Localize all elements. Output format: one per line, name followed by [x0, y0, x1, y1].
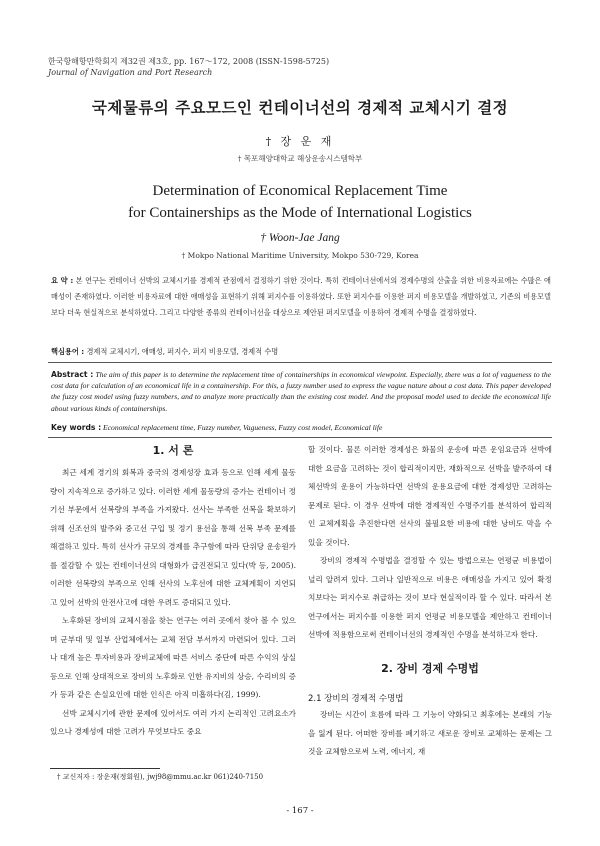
corresponding-author-footnote: † 교신저자 : 장운재(정회원), jwj98@mmu.ac.kr 061)240-7150 — [57, 773, 264, 781]
keywords-korean-label: 핵심용어 : — [51, 347, 85, 356]
keywords-korean-text: 경제적 교체시기, 애매성, 퍼지수, 퍼지 비용모델, 경제적 수명 — [86, 347, 279, 356]
abstract-korean-label: 요 약 : — [51, 276, 74, 285]
right-column — [308, 441, 552, 645]
author-english: † Woon-Jae Jang — [260, 232, 340, 244]
left-column — [50, 464, 296, 742]
abstract-english — [51, 369, 551, 414]
abstract-english-text: The aim of this paper is to determine the replacement time of containerships in economical viewpoint. Especially, there was a lot of vagueness to the cost data for calculation of an economical life in a containership. For this, a fuzzy number used to express the vague nature about a cost data. This paper developed the fuzzy cost model using fuzzy numbers, and to analyze more practically than the existing cost model. And the proposal model used to decide the economical life about various kinds of containerships. — [51, 370, 551, 413]
abstract-english-label: Abstract : — [51, 370, 94, 379]
page-number: - 167 - — [286, 806, 314, 816]
abstract-korean — [51, 273, 551, 320]
subsection-2-1-heading: 2.1 장비의 경제적 수명법 — [308, 694, 404, 704]
title-english-line2: for Containerships as the Mode of International Logistics — [128, 205, 472, 221]
keywords-korean — [51, 347, 551, 357]
paragraph: 선박 교체시기에 관한 문제에 있어서도 여러 가지 논리적인 고려요소가 있으나 경제성에 대한 고려가 무엇보다도 중요 — [50, 708, 296, 736]
title-korean: 국제물류의 주요모드인 컨테이너선의 경제적 교체시기 결정 — [91, 98, 509, 117]
footnote-rule — [50, 768, 160, 769]
abstract-korean-text: 본 연구는 컨테이너 선박의 교체시기를 경제적 관점에서 결정하기 위한 것이다. 특히 컨테이너선에서의 경제수명의 산출을 위한 비용자료에는 수많은 애매성이 존재하였다. 이러한 비용자료에 대한 애매성을 표현하기 위해 퍼지수를 이용하였다. 또한 퍼지수를 이용한 퍼지 비용모델을 개발하였고, 기존의 비용모델 보다 더욱 현실적으로 분석하였다. 그리고 다양한 종류의 컨테이너선을 대상으로 제안된 퍼지모델을 이용하여 경제적 수명을 결정하였다. — [51, 276, 552, 317]
journal-header — [48, 56, 329, 78]
keywords-english-label: Key words : — [51, 423, 102, 432]
paragraph: 장비는 시간이 흐름에 따라 그 기능이 약화되고 최후에는 본래의 기능을 잃게 된다. 어떠한 장비를 폐기하고 새로운 장비로 교체하는 문제는 그것을 교체함으로써 노력, 에너지, 재 — [308, 710, 552, 756]
section-2-heading: 2. 장비 경제 수명법 — [381, 662, 479, 675]
keywords-english-text: Economical replacement time, Fuzzy number, Vagueness, Fuzzy cost model, Economical life — [103, 423, 383, 432]
affiliation-english: † Mokpo National Maritime University, Mokpo 530-729, Korea — [181, 251, 419, 260]
journal-name-en: Journal of Navigation and Port Research — [48, 68, 213, 77]
keywords-english — [51, 423, 551, 432]
author-korean: † 장 운 재 — [265, 135, 335, 148]
title-english-line1: Determination of Economical Replacement Time — [152, 183, 448, 199]
paragraph: 할 것이다. 물론 이러한 경제성은 화물의 운송에 따른 운임요금과 선박에 대한 요금을 고려하는 것이 합리적이지만, 재화적으로 선박을 발주하여 대체선박의 운용이 가능하다면 선박의 운용요금에 대한 경제성만 고려하는 문제로 된다. 이 경우 선박에 대한 경제적인 수명주기를 분석하여 합리적인 교체계획을 추진한다면 선사의 불필요한 비용에 대한 낭비도 막을 수 있을 것이다. — [308, 445, 552, 547]
divider — [48, 437, 552, 438]
affiliation-korean: † 목포해양대학교 해상운송시스템학부 — [237, 154, 363, 163]
divider — [48, 362, 552, 363]
section-1-heading: 1. 서 론 — [152, 444, 194, 457]
paragraph: 최근 세계 경기의 회복과 중국의 경제성장 효과 등으로 인해 세계 물동량이 지속적으로 증가하고 있다. 이러한 세계 물동량의 증가는 컨테이너 정기선 부문에서 선복량의 부족을 가져왔다. 선사는 부족한 선복을 확보하기 위해 신조선의 발주와 중고선 구입 및 정기 용선을 통해 선복 부족 문제를 해결하고 있다. 특히 선사가 규모의 경제를 추구함에 따라 단위당 운송원가를 절감할 수 있는 컨테이너선의 대형화가 급진전되고 있다(박 등, 2005). 이러한 선복량의 부족으로 인해 선사의 노후선에 대한 교체계획이 지연되고 있어 선박의 안전사고에 대한 우려도 증대되고 있다. — [50, 468, 296, 607]
journal-citation: 한국항해항만학회지 제32권 제3호, pp. 167～172, 2008 (ISSN-1598-5725) — [48, 57, 330, 66]
paragraph: 노후화된 장비의 교체시점을 찾는 연구는 여러 곳에서 찾아 볼 수 있으며 군부대 및 일부 산업체에서는 교체 전담 부서까지 마련되어 있다. 그러나 대개 높은 투자비용과 장비교체에 따른 서비스 중단에 따른 수익의 상실 등으로 인해 상대적으로 장비의 노후화로 인한 유지비의 상승, 수리비의 증가 등과 같은 손실요인에 대한 인식은 아직 미흡하다(김, 1999). — [50, 616, 296, 699]
paragraph: 장비의 경제적 수명법을 결정할 수 있는 방법으로는 연평균 비용법이 널리 알려져 있다. 그러나 일반적으로 비용은 애매성을 가지고 있어 확정치보다는 퍼지수로 취급하는 것이 보다 현실적이라 할 수 있다. 따라서 본 연구에서는 퍼지수를 이용한 퍼지 연평균 비용모델을 제안하고 컨테이너 선박에 적용함으로써 컨테이너선의 경제적인 수명을 분석하고자 한다. — [308, 556, 552, 639]
right-column-continued — [308, 706, 552, 762]
title-english — [0, 180, 600, 224]
